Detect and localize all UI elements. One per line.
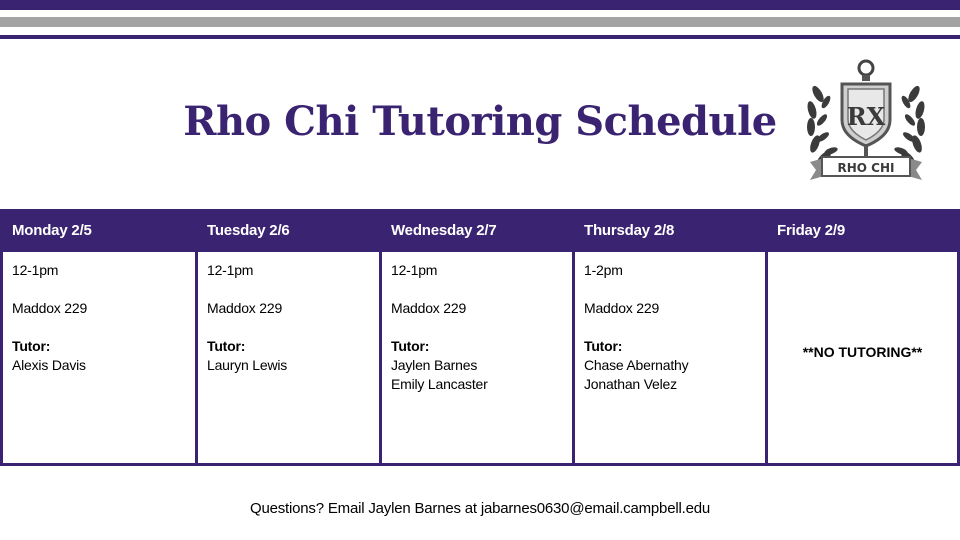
session-room: Maddox 229 — [391, 300, 467, 316]
tutor-label: Tutor: — [207, 338, 246, 354]
day-heading: Tuesday 2/6 — [198, 212, 379, 252]
day-heading: Wednesday 2/7 — [382, 212, 572, 252]
tutor-label: Tutor: — [391, 338, 430, 354]
tutor-label: Tutor: — [12, 338, 51, 354]
top-stripe-thin-purple — [0, 35, 960, 39]
day-details — [382, 252, 572, 463]
day-details — [3, 252, 195, 463]
schedule-table — [0, 209, 960, 466]
day-heading: Friday 2/9 — [768, 212, 957, 252]
tutor-name: Chase Abernathy — [584, 357, 689, 373]
top-stripe-purple — [0, 0, 960, 10]
tutor-name: Jonathan Velez — [584, 376, 677, 392]
tutor-name: Jaylen Barnes — [391, 357, 478, 373]
logo-monogram: RX — [846, 102, 886, 131]
session-time: 12-1pm — [391, 262, 438, 278]
day-column-thursday — [575, 212, 768, 463]
logo-banner-text: RHO CHI — [837, 161, 895, 175]
day-heading: Monday 2/5 — [3, 212, 195, 252]
tutor-label: Tutor: — [584, 338, 623, 354]
day-details — [575, 252, 765, 463]
session-room: Maddox 229 — [584, 300, 660, 316]
session-room: Maddox 229 — [207, 300, 283, 316]
day-column-tuesday — [198, 212, 382, 463]
session-time: 12-1pm — [12, 262, 59, 278]
no-tutoring-notice: **NO TUTORING** — [768, 252, 957, 463]
day-column-friday — [768, 212, 957, 463]
top-stripe-gray — [0, 17, 960, 27]
day-column-monday — [3, 212, 198, 463]
tutor-name: Emily Lancaster — [391, 376, 488, 392]
session-room: Maddox 229 — [12, 300, 88, 316]
page-title: Rho Chi Tutoring Schedule — [183, 98, 777, 145]
session-time: 12-1pm — [207, 262, 254, 278]
day-heading: Thursday 2/8 — [575, 212, 765, 252]
session-time: 1-2pm — [584, 262, 623, 278]
day-details — [198, 252, 379, 463]
rho-chi-logo — [804, 58, 928, 186]
contact-footer: Questions? Email Jaylen Barnes at jabarnes0630@email.campbell.edu — [250, 500, 710, 517]
tutor-name: Alexis Davis — [12, 357, 86, 373]
day-column-wednesday — [382, 212, 575, 463]
tutor-name: Lauryn Lewis — [207, 357, 288, 373]
